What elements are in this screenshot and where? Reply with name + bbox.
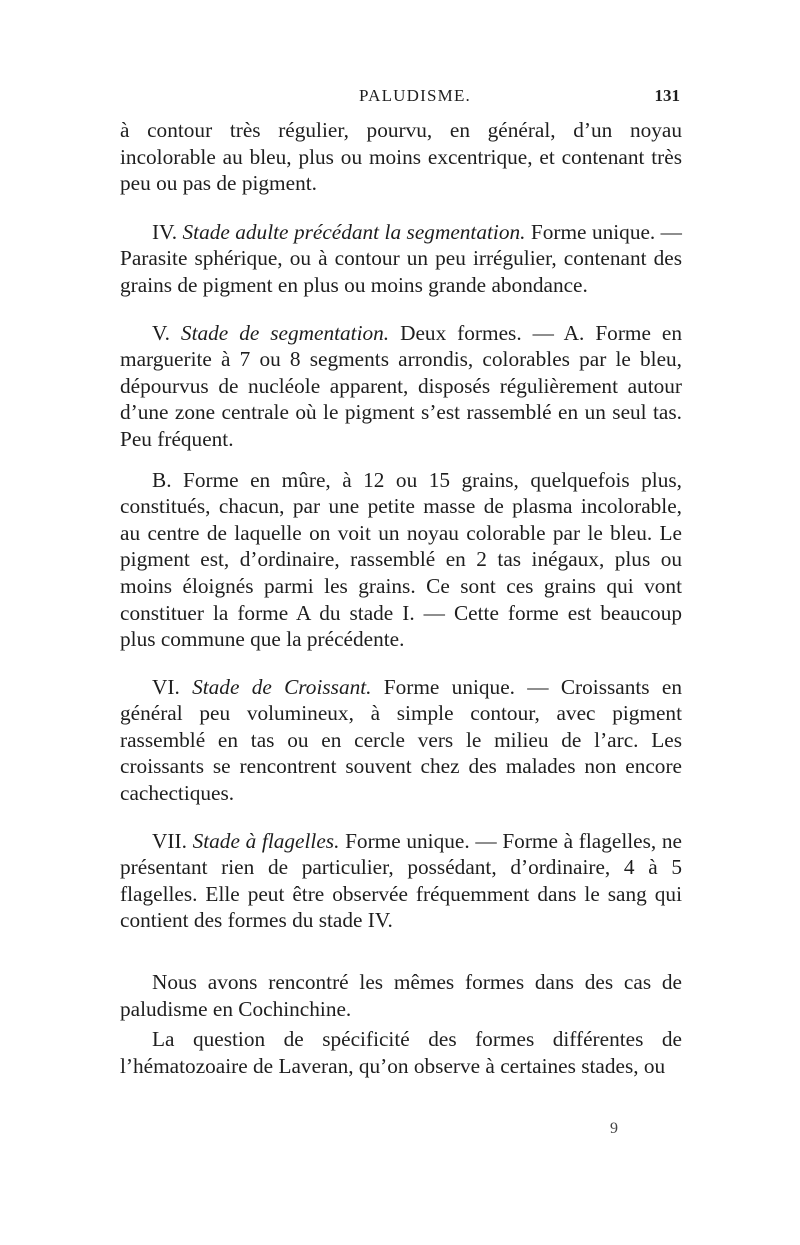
running-title: PALUDISME. [359, 86, 471, 105]
paragraph-specificity [120, 1026, 682, 1079]
paragraph-text: Nous avons rencontré les mêmes formes dans des cas de paludisme en Cochinchine. [120, 970, 682, 1021]
paragraph-stage-v [120, 320, 682, 453]
paragraph-stage-iv [120, 219, 682, 299]
paragraph-text: Forme unique. — Croissants en général peu volumineux, à simple contour, avec pigment rassemblé en tas ou en cercle vers le milieu de l’arc. Les croissants se rencontrent souvent chez des malades non encore cachectiques. [120, 674, 682, 806]
paragraph-text: à contour très régulier, pourvu, en général, d’un noyau incolorable au bleu, plus ou moins excentrique, et contenant très peu ou pas de pigment. [120, 118, 682, 196]
paragraph-stage-vi [120, 674, 682, 807]
body-text [120, 117, 682, 1079]
paragraph-text: B. Forme en mûre, à 12 ou 15 grains, quelquefois plus, constitués, chacun, par une petite masse de plasma incolorable, au centre de laquelle on voit un noyau colorable par le bleu. Le pigment est, d’ordinaire, rassemblé en 2 tas inégaux, plus ou moins éloignés parmi les grains. Ce sont ces grains qui vont constituer la forme A du stade I. — Cette forme est beaucoup plus commune que la précédente. [120, 467, 682, 652]
paragraph-lead: VI. [152, 674, 193, 699]
paragraph-lead: IV. [152, 219, 183, 244]
paragraph-text: Deux formes. — A. Forme en marguerite à 7 ou 8 segments arrondis, colorables par le bleu, dépourvus de nucléole apparent, disposés régulièrement autour d’une zone centrale où le pigment s’est rassemblé en un seul tas. Peu fréquent. [120, 320, 682, 451]
signature-mark: 9 [610, 1120, 618, 1137]
paragraph-stage-vii [120, 828, 682, 934]
page-number: 131 [654, 86, 680, 105]
paragraph-text: Forme unique. — Parasite sphérique, ou à contour un peu irrégulier, contenant des grains de pigment en plus ou moins grande abondance. [120, 219, 682, 297]
paragraph-continuation [120, 117, 682, 197]
paragraph-heading: Stade adulte précédant la segmentation. [182, 219, 526, 244]
paragraph-lead: V. [152, 320, 181, 345]
paragraph-heading: Stade de Croissant. [192, 674, 372, 699]
paragraph-text: La question de spécificité des formes différentes de l’hématozoaire de Laveran, qu’on observe à certaines stades, ou [120, 1027, 682, 1078]
paragraph-stage-v-b [120, 467, 682, 653]
paragraph-lead: VII. [152, 828, 193, 853]
page-header [120, 86, 680, 116]
paragraph-heading: Stade à flagelles. [192, 828, 340, 853]
paragraph-cochinchine [120, 969, 682, 1022]
paragraph-heading: Stade de segmentation. [180, 320, 390, 345]
paragraph-text: Forme unique. — Forme à flagelles, ne présentant rien de particulier, possédant, d’ordinaire, 4 à 5 flagelles. Elle peut être observée fréquemment dans le sang qui contient des formes du stade IV. [120, 828, 683, 933]
